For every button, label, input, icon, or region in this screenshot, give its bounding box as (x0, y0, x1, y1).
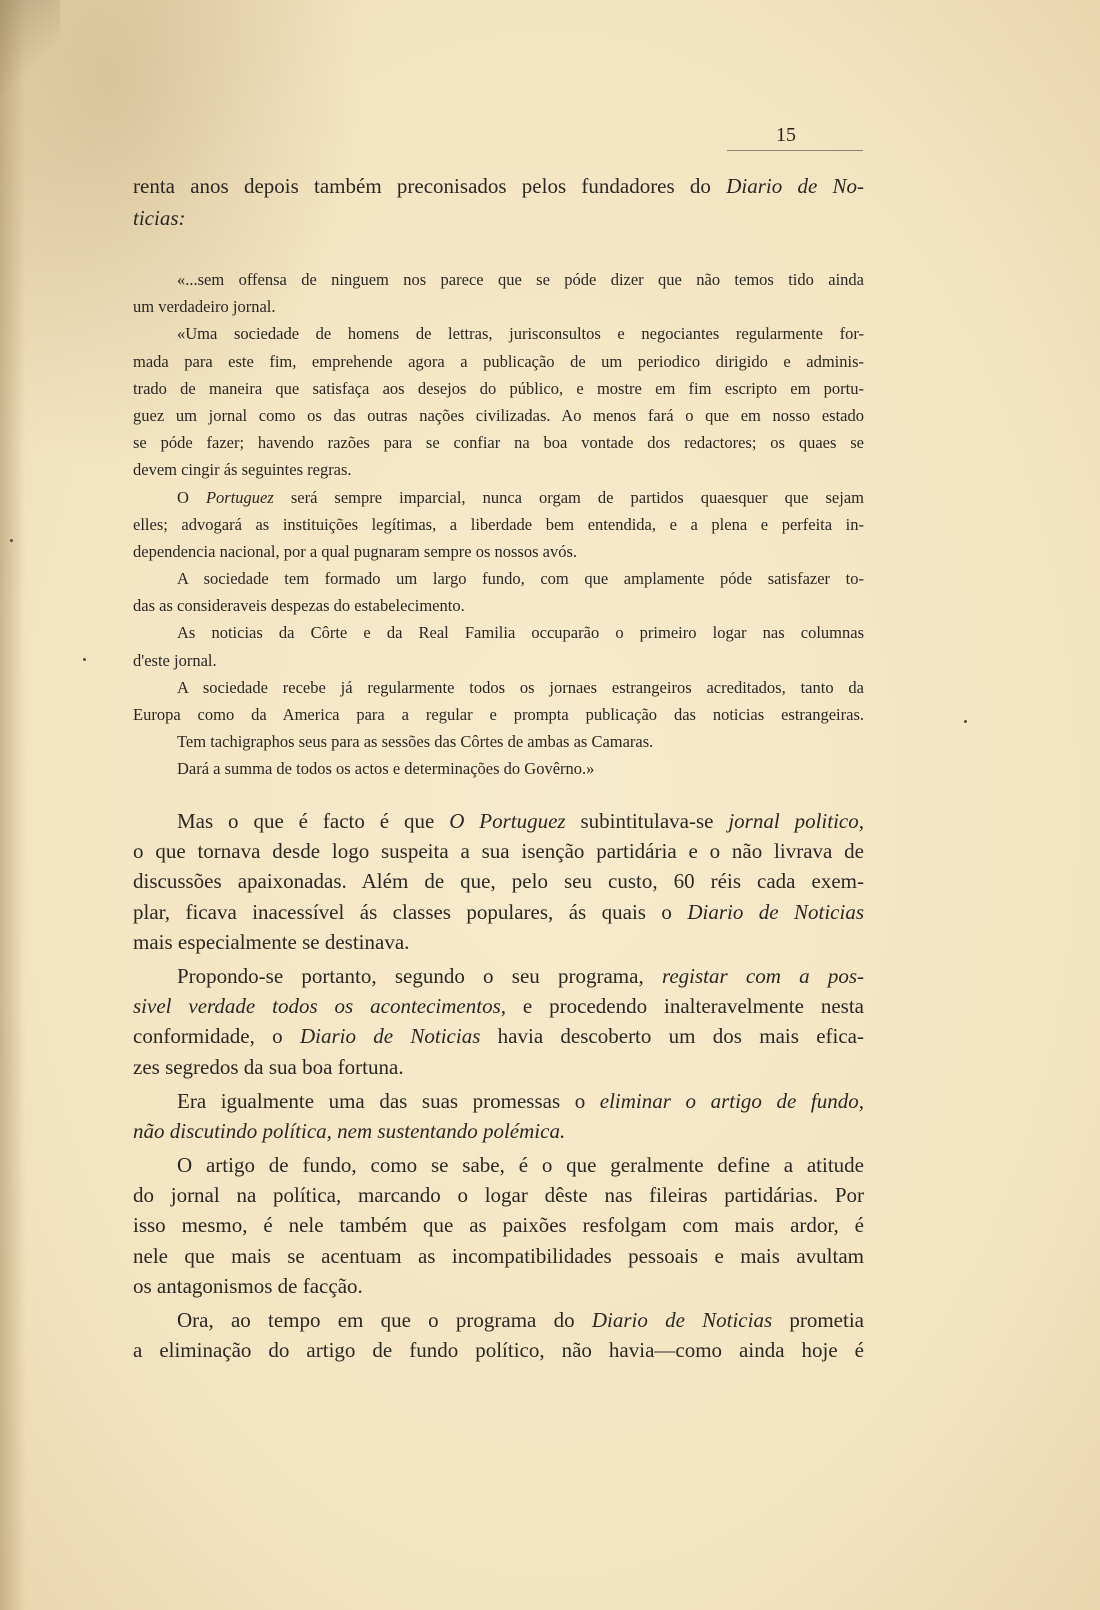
roman-run: isso mesmo, é nele também que as paixões resfolgam com mais ardor, é (133, 1213, 864, 1238)
text-line (133, 647, 864, 674)
roman-run: a eliminação do artigo de fundo político, não havia—como ainda hoje é (133, 1338, 864, 1363)
text-line (133, 728, 864, 755)
text-line (133, 456, 864, 483)
italic-run: Diario de No- (726, 174, 865, 198)
text-line (133, 1271, 864, 1301)
text-line (133, 320, 864, 347)
roman-run: nele que mais se acentuam as incompatibilidades pessoais e mais avultam (133, 1243, 864, 1268)
roman-run: das as consideraveis despezas do estabelecimento. (133, 596, 465, 616)
roman-run: trado de maneira que satisfaça aos desejos do público, e mostre em fim escripto em portu- (133, 378, 864, 398)
roman-run: A sociedade tem formado um largo fundo, com que amplamente póde satisfazer to- (177, 569, 864, 589)
roman-run: O (177, 487, 206, 507)
italic-run: Diario de Noticias (591, 1308, 773, 1332)
roman-run: discussões apaixonadas. Além de que, pelo seu custo, 60 réis cada exem- (133, 869, 864, 894)
header-rule (727, 150, 863, 151)
roman-run: d'este jornal. (133, 650, 217, 670)
text-line (133, 674, 864, 701)
text-line (133, 375, 864, 402)
roman-run: As noticias da Côrte e da Real Familia occuparão o primeiro logar nas columnas (177, 623, 864, 643)
roman-run: se póde fazer; havendo razões para se confiar na boa vontade dos redactores; os quaes se (133, 433, 864, 453)
roman-run: plar, ficava inacessível ás classes populares, ás quais o (133, 899, 688, 924)
roman-run: havia descoberto um dos mais efica- (480, 1024, 864, 1049)
roman-run: zes segredos da sua boa fortuna. (133, 1054, 404, 1079)
text-line (133, 348, 864, 375)
italic-run: registar com a pos- (661, 963, 864, 988)
page-number: 15 (776, 124, 796, 146)
text-line (133, 202, 864, 234)
text-line (133, 806, 864, 836)
text-line (133, 1116, 864, 1146)
text-line (133, 511, 864, 538)
roman-run: será sempre imparcial, nunca orgam de partidos quaesquer que sejam (273, 487, 864, 507)
text-line (133, 1210, 864, 1240)
text-line (133, 927, 864, 957)
text-line (133, 1305, 864, 1335)
italic-run: Diario de Noticias (299, 1024, 481, 1049)
roman-run: , e procedendo inalteravelmente nesta (500, 994, 864, 1019)
roman-run: conformidade, o (133, 1024, 300, 1049)
text-line (133, 1086, 864, 1116)
paper-speck (10, 539, 13, 542)
text-line (133, 1180, 864, 1210)
roman-run: prometia (772, 1308, 864, 1332)
italic-run: ticias: (133, 206, 186, 230)
body-text (133, 806, 864, 1365)
roman-run: do jornal na política, marcando o logar dêste nas fileiras partidárias. Por (133, 1183, 864, 1208)
text-line (133, 991, 864, 1021)
roman-run: dependencia nacional, por a qual pugnaram sempre os nossos avós. (133, 541, 577, 561)
roman-run: Europa como da America para a regular e prompta publicação das noticias estrangeiras. (133, 705, 864, 724)
text-line (133, 836, 864, 866)
italic-run: Portuguez (205, 487, 274, 507)
text-line (133, 538, 864, 565)
roman-run: Ora, ao tempo em que o programa do (177, 1308, 592, 1332)
text-line (133, 897, 864, 927)
page-spine-shadow (0, 0, 26, 1610)
italic-run: jornal politico, (728, 809, 864, 833)
roman-run: O artigo de fundo, como se sabe, é o que geralmente define a atitude (177, 1153, 864, 1178)
roman-run: Propondo-se portanto, segundo o seu programa, (177, 963, 662, 988)
text-line (133, 429, 864, 456)
roman-run: mais especialmente se destinava. (133, 929, 410, 954)
text-line (133, 701, 864, 728)
text-line (133, 1150, 864, 1180)
text-line (133, 484, 864, 511)
italic-run: não discutindo política, nem sustentando polémica. (133, 1118, 566, 1143)
roman-run: um verdadeiro jornal. (133, 297, 276, 317)
intro-paragraph (133, 170, 864, 234)
text-line (133, 1241, 864, 1271)
text-line (133, 961, 864, 991)
roman-run: guez um jornal como os das outras nações civilizadas. Ao menos fará o que em nosso estado (133, 405, 864, 425)
text-line (133, 293, 864, 320)
roman-run: «Uma sociedade de homens de lettras, jurisconsultos e negociantes regularmente for- (177, 324, 864, 344)
text-line (133, 866, 864, 896)
text-line (133, 592, 864, 619)
roman-run: Mas o que é facto é que (177, 809, 450, 833)
text-line (133, 1052, 864, 1082)
roman-run: os antagonismos de facção. (133, 1273, 363, 1298)
roman-run: elles; advogará as instituições legítimas, a liberdade bem entendida, e a plena e perfeita in- (133, 514, 864, 534)
roman-run: «...sem offensa de ninguem nos parece que se póde dizer que não temos tido ainda (177, 270, 864, 289)
text-line (133, 170, 864, 202)
paper-speck (964, 720, 967, 723)
text-line (133, 755, 864, 782)
roman-run: subintitulava-se (565, 809, 729, 833)
roman-run: Dará a summa de todos os actos e determinações do Govêrno.» (177, 759, 595, 779)
page-corner-shadow (0, 0, 60, 90)
roman-run: o que tornava desde logo suspeita a sua isenção partidária e o não livrava de (133, 839, 864, 864)
quoted-prospectus (133, 266, 864, 783)
roman-run: Era igualmente uma das suas promessas o (177, 1088, 600, 1113)
text-line (133, 619, 864, 646)
roman-run: renta anos depois também preconisados pelos fundadores do (133, 174, 727, 198)
italic-run: sivel verdade todos os acontecimentos (133, 994, 501, 1019)
italic-run: eliminar o artigo de fundo, (599, 1088, 864, 1113)
roman-run: devem cingir ás seguintes regras. (133, 460, 352, 480)
italic-run: Diario de Noticias (687, 899, 864, 924)
roman-run: Tem tachigraphos seus para as sessões das Côrtes de ambas as Camaras. (177, 732, 654, 752)
roman-run: A sociedade recebe já regularmente todos os jornaes estrangeiros acreditados, tanto da (177, 677, 864, 697)
text-line (133, 1335, 864, 1365)
text-line (133, 266, 864, 293)
text-line (133, 1021, 864, 1051)
paper-speck (83, 658, 86, 661)
roman-run: mada para este fim, emprehende agora a publicação de um periodico dirigido e adminis- (133, 351, 864, 371)
text-line (133, 402, 864, 429)
italic-run: O Portuguez (449, 809, 566, 833)
text-line (133, 565, 864, 592)
